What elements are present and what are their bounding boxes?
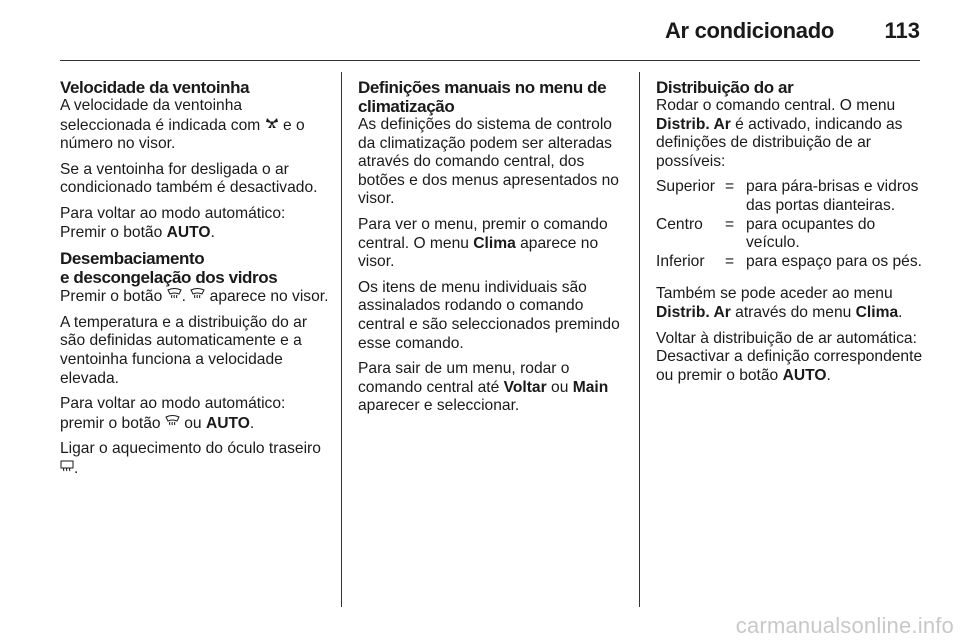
paragraph: As definições do sistema de controlo da climatização podem ser alteradas através do comando central, dos botões e dos menus apresentados no visor.: [358, 116, 619, 208]
paragraph: [358, 360, 628, 416]
column-left: [60, 78, 330, 486]
paragraph: [358, 216, 628, 272]
menu-name-main: Main: [572, 378, 609, 396]
watermark: carmanualsonline.info: [735, 613, 954, 638]
text: ou: [551, 378, 569, 396]
text: ou: [184, 414, 202, 432]
text: .: [826, 366, 831, 384]
table-value: para ocupantes do veículo.: [746, 215, 876, 252]
paragraph: Os itens de menu individuais são assinalados rodando o comando central e são seleccionados premindo esse comando.: [358, 278, 620, 352]
text: aparecer e seleccionar.: [358, 397, 520, 415]
menu-name-distrib-ar: Distrib. Ar: [656, 303, 731, 321]
menu-name-clima: Clima: [473, 234, 516, 252]
column-divider: [341, 72, 342, 607]
table-equals: =: [725, 178, 735, 196]
table-row: [656, 216, 928, 253]
menu-name-clima: Clima: [855, 303, 899, 321]
table-row: [656, 253, 928, 272]
section-title-fan-speed: Velocidade da ventoinha: [60, 78, 250, 97]
table-row: [656, 178, 928, 215]
paragraph: [60, 97, 330, 154]
paragraph: [60, 205, 330, 242]
column-divider: [639, 72, 640, 607]
paragraph: [656, 330, 928, 386]
windscreen-defrost-icon: [167, 287, 182, 306]
text: Ligar o aquecimento do óculo traseiro: [60, 440, 321, 458]
table-equals: =: [725, 215, 735, 233]
page-title: Ar condicionado: [664, 18, 834, 43]
section-title-defrost: [60, 249, 330, 287]
windscreen-defrost-icon: [190, 287, 205, 306]
title-line: e descongelação dos vidros: [60, 268, 278, 288]
section-title-air-distribution: Distribuição do ar: [656, 78, 794, 97]
table-key: Inferior: [656, 252, 705, 270]
title-line: Desembaciamento: [60, 249, 205, 269]
paragraph: [656, 285, 928, 322]
text: Para ver o menu, premir o comando central. O menu: [358, 215, 608, 252]
text: .: [249, 414, 255, 432]
text: através do menu: [735, 303, 852, 321]
text: .: [898, 303, 903, 321]
column-middle: [358, 78, 628, 423]
text: A velocidade da ventoinha seleccionada é indicada com: [60, 97, 261, 134]
column-right: [656, 78, 928, 392]
button-name-auto: AUTO: [166, 223, 211, 241]
text: .: [181, 288, 186, 306]
table-key: Superior: [656, 178, 715, 196]
table-equals: =: [725, 252, 735, 270]
button-name-auto: AUTO: [782, 366, 827, 384]
text: Para sair de um menu, rodar o comando central até: [358, 360, 570, 396]
windscreen-defrost-icon: [165, 414, 180, 433]
text: aparece no visor.: [209, 288, 329, 306]
button-name-auto: AUTO: [205, 414, 250, 432]
fan-icon: [265, 116, 279, 135]
paragraph: [656, 97, 928, 171]
paragraph: [60, 395, 330, 433]
text: Para voltar ao modo automático: Premir o botão: [60, 204, 286, 241]
table-key: Centro: [656, 215, 703, 233]
page-number: 113: [884, 18, 920, 43]
text: Premir o botão: [60, 288, 163, 306]
text: e o número no visor.: [60, 116, 305, 153]
text: Rodar o comando central. O menu: [656, 97, 896, 114]
table-value: para espaço para os pés.: [746, 252, 922, 270]
distribution-table: [656, 178, 928, 271]
menu-name-distrib-ar: Distrib. Ar: [656, 115, 731, 133]
table-value: para pára-brisas e vidros das portas dianteiras.: [746, 178, 919, 214]
text: Para voltar ao modo automático: premir o botão: [60, 395, 286, 432]
menu-name-voltar: Voltar: [503, 378, 547, 396]
text: aparece no visor.: [358, 234, 599, 271]
paragraph: A temperatura e a distribuição do ar são definidas automaticamente e a ventoinha funciona a velocidade elevada.: [60, 313, 308, 387]
paragraph: Se a ventoinha for desligada o ar condicionado também é desactivado.: [60, 160, 318, 197]
text: Também se pode aceder ao menu: [656, 285, 893, 303]
paragraph: [60, 440, 330, 478]
section-title-manual-settings: Definições manuais no menu de climatização: [358, 78, 607, 116]
rear-window-heating-icon: [60, 459, 74, 478]
text: .: [74, 459, 79, 477]
text: .: [210, 223, 215, 241]
paragraph: [60, 287, 330, 307]
page-header: [60, 14, 920, 61]
text: é activado, indicando as definições de distribuição de ar possíveis:: [656, 115, 903, 170]
text: Voltar à distribuição de ar automática: Desactivar a definição correspondente ou premir o botão: [656, 329, 923, 384]
